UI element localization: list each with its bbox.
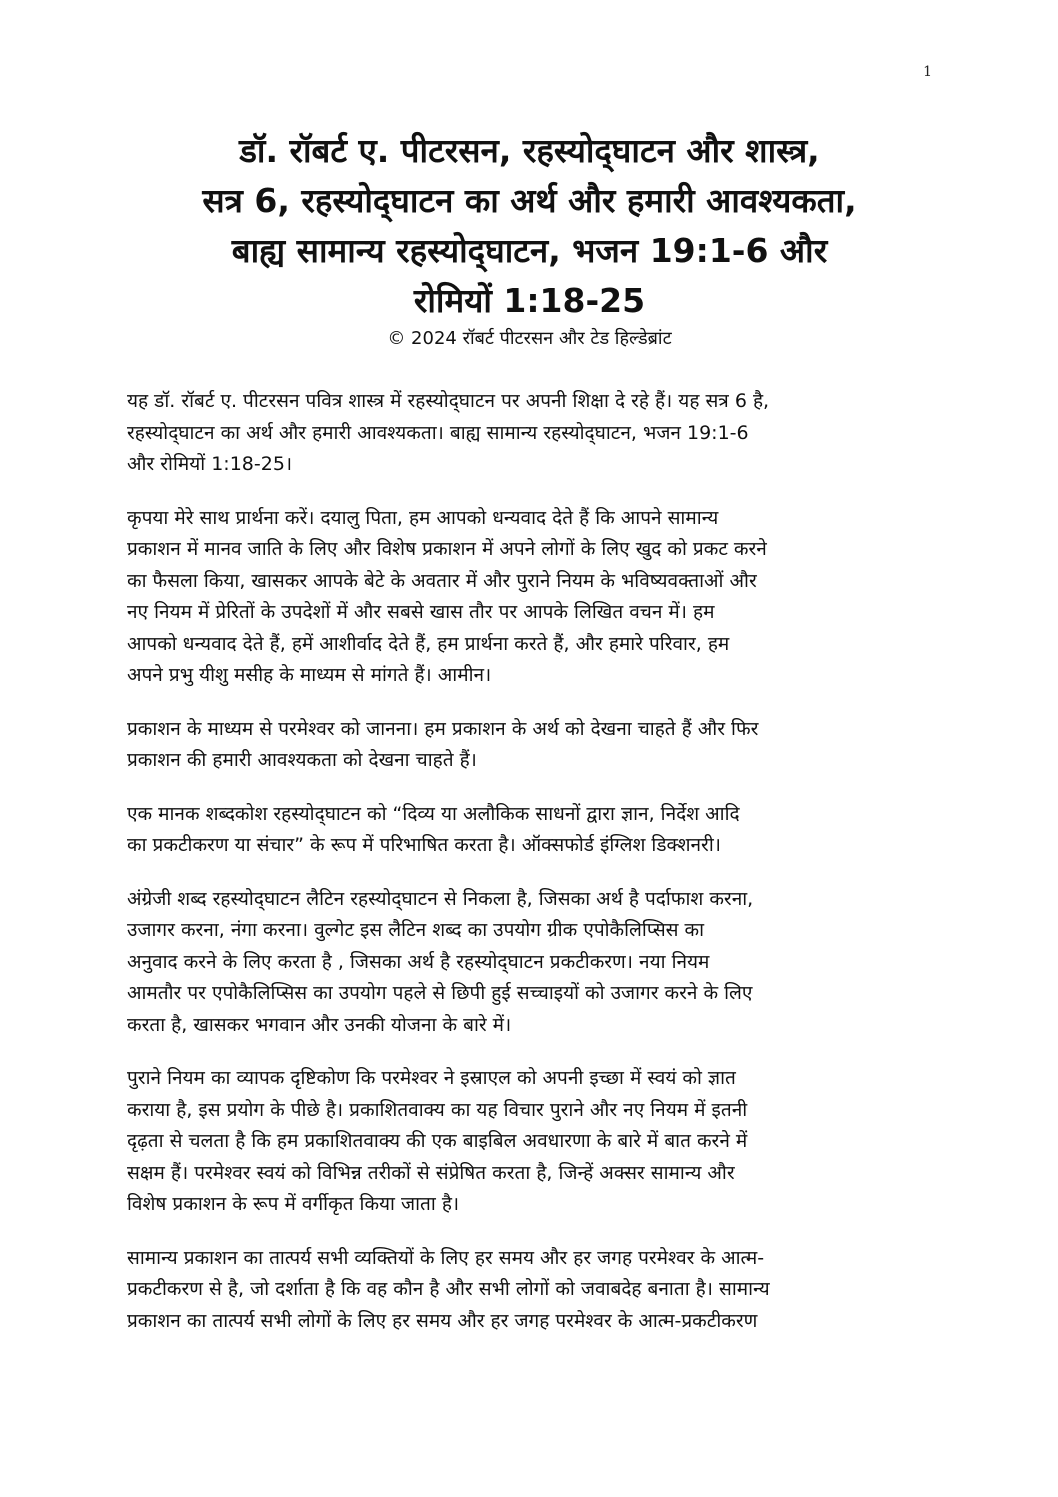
text-line: का फैसला किया, खासकर आपके बेटे के अवतार में और पुराने नियम के भविष्यवक्ताओं और xyxy=(127,569,757,592)
text-line: अपने प्रभु यीशु मसीह के माध्यम से मांगते हैं। आमीन। xyxy=(127,664,492,686)
text-line: प्रकाशन का तात्पर्य सभी लोगों के लिए हर समय और हर जगह परमेश्वर के आत्म-प्रकटीकरण xyxy=(127,1309,758,1332)
paragraph-dictionary xyxy=(127,799,932,862)
title-line: डॉ. रॉबर्ट ए. पीटरसन, रहस्योद्‌घाटन और शास्त्र, xyxy=(239,131,820,170)
title-line: बाह्य सामान्य रहस्योद्‌घाटन, भजन 19:1-6 और xyxy=(231,231,828,270)
text-line: और रोमियों 1:18-25। xyxy=(127,453,293,475)
text-line: नए नियम में प्रेरितों के उपदेशों में और सबसे खास तौर पर आपके लिखित वचन में। हम xyxy=(127,601,715,623)
text-line: रहस्योद्‌घाटन का अर्थ और हमारी आवश्यकता। बाह्य सामान्य रहस्योद्‌घाटन, भजन 19:1-6 xyxy=(127,421,749,444)
text-line: करता है, खासकर भगवान और उनकी योजना के बारे में। xyxy=(127,1013,512,1036)
text-line: प्रकाशन की हमारी आवश्यकता को देखना चाहते हैं। xyxy=(127,749,477,771)
text-line: पुराने नियम का व्यापक दृष्टिकोण कि परमेश्वर ने इस्राएल को अपनी इच्छा में स्वयं को ज्ञात xyxy=(127,1067,736,1089)
paragraph-prayer xyxy=(127,503,932,692)
paragraph-general-revelation xyxy=(127,1243,932,1338)
text-line: यह डॉ. रॉबर्ट ए. पीटरसन पवित्र शास्त्र में रहस्योद्‌घाटन पर अपनी शिक्षा दे रहे हैं। यह सत्र 6 है, xyxy=(127,390,770,412)
title-line: रोमियों 1:18-25 xyxy=(413,281,646,320)
text-line: अंग्रेजी शब्द रहस्योद्‌घाटन लैटिन रहस्योद्‌घाटन से निकला है, जिसका अर्थ है पर्दाफाश करना, xyxy=(127,887,754,910)
text-line: प्रकाशन के माध्यम से परमेश्वर को जानना। हम प्रकाशन के अर्थ को देखना चाहते हैं और फिर xyxy=(127,717,759,740)
paragraph-knowing-god xyxy=(127,714,932,777)
text-line: अनुवाद करने के लिए करता है , जिसका अर्थ है रहस्योद्‌घाटन प्रकटीकरण। नया नियम xyxy=(127,950,710,973)
text-line: दृढ़ता से चलता है कि हम प्रकाशितवाक्य की एक बाइबिल अवधारणा के बारे में बात करने में xyxy=(127,1130,748,1152)
paragraph-etymology xyxy=(127,884,932,1042)
document-body xyxy=(127,386,932,1337)
text-line: प्रकटीकरण से है, जो दर्शाता है कि वह कौन है और सभी लोगों को जवाबदेह बनाता है। सामान्य xyxy=(127,1278,770,1300)
copyright-notice: © 2024 रॉबर्ट पीटरसन और टेड हिल्डेब्रांट xyxy=(387,328,672,349)
document-title xyxy=(127,0,932,326)
text-line: आपको धन्यवाद देते हैं, हमें आशीर्वाद देते हैं, हम प्रार्थना करते हैं, और हमारे परिवार, हम xyxy=(127,632,730,655)
paragraph-intro xyxy=(127,386,932,481)
text-line: आमतौर पर एपोकैलिप्सिस का उपयोग पहले से छिपी हुई सच्चाइयों को उजागर करने के लिए xyxy=(127,982,753,1004)
text-line: का प्रकटीकरण या संचार” के रूप में परिभाषित करता है। ऑक्सफोर्ड इंग्लिश डिक्शनरी। xyxy=(127,834,721,856)
text-line: सामान्य प्रकाशन का तात्पर्य सभी व्यक्तियों के लिए हर समय और हर जगह परमेश्वर के आत्म- xyxy=(127,1246,765,1269)
title-line: सत्र 6, रहस्योद्‌घाटन का अर्थ और हमारी आवश्यकता, xyxy=(202,181,857,220)
paragraph-old-testament xyxy=(127,1063,932,1221)
text-line: प्रकाशन में मानव जाति के लिए और विशेष प्रकाशन में अपने लोगों के लिए खुद को प्रकट करने xyxy=(127,538,767,560)
text-line: एक मानक शब्दकोश रहस्योद्‌घाटन को “दिव्य या अलौकिक साधनों द्वारा ज्ञान, निर्देश आदि xyxy=(127,802,740,825)
page-number: 1 xyxy=(923,64,932,80)
text-line: कराया है, इस प्रयोग के पीछे है। प्रकाशितवाक्य का यह विचार पुराने और नए नियम में इतनी xyxy=(127,1098,748,1121)
text-line: विशेष प्रकाशन के रूप में वर्गीकृत किया जाता है। xyxy=(127,1193,460,1215)
text-line: उजागर करना, नंगा करना। वुल्गेट इस लैटिन शब्द का उपयोग ग्रीक एपोकैलिप्सिस का xyxy=(127,919,705,941)
text-line: कृपया मेरे साथ प्रार्थना करें। दयालु पिता, हम आपको धन्यवाद देते हैं कि आपने सामान्य xyxy=(127,506,719,529)
text-line: सक्षम हैं। परमेश्वर स्वयं को विभिन्न तरीकों से संप्रेषित करता है, जिन्हें अक्सर सामान्य और xyxy=(127,1161,735,1184)
